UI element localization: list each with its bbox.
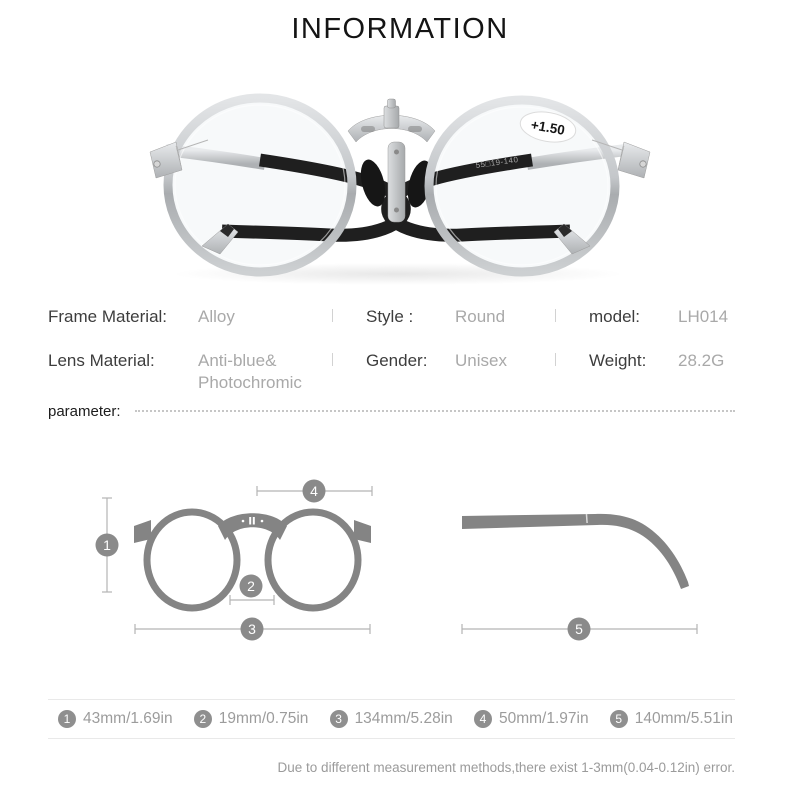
spec-value-style: Round: [455, 307, 506, 326]
measurement-error-note: Due to different measurement methods,there exist 1-3mm(0.04-0.12in) error.: [277, 760, 735, 775]
legend-text-2: 19mm/0.75in: [218, 710, 309, 727]
spec-label-frame-material: Frame Material:: [48, 307, 168, 326]
svg-text:2: 2: [247, 578, 255, 594]
badge-3: [241, 618, 264, 641]
spec-label-model: model:: [589, 307, 641, 326]
diopter-sticker-label: +1.50: [529, 117, 567, 138]
dotted-divider: [135, 410, 735, 412]
svg-text:3: 3: [248, 621, 256, 637]
measurement-diagram-svg: [0, 450, 800, 695]
legend-badge-3: 3: [330, 710, 348, 728]
legend-item-frame-width: [330, 710, 453, 728]
spec-value-lens-material: Anti-blue& Photochromic: [198, 351, 302, 393]
measurement-legend: [48, 699, 735, 739]
spec-divider: [555, 306, 589, 328]
svg-text:5: 5: [575, 621, 583, 637]
spec-value-gender: Unisex: [455, 351, 507, 371]
svg-text:4: 4: [310, 483, 318, 499]
spec-value-weight: 28.2G: [678, 351, 725, 371]
page-title: INFORMATION: [291, 13, 509, 45]
legend-item-lens-width: [474, 710, 589, 728]
legend-badge-5: 5: [610, 710, 628, 728]
legend-text-1: 43mm/1.69in: [83, 710, 173, 727]
legend-item-lens-height: [58, 710, 173, 728]
legend-badge-4: 4: [474, 710, 492, 728]
diagram-badges: [96, 480, 591, 641]
parameter-label: parameter:: [48, 403, 121, 420]
legend-item-temple-length: [610, 710, 733, 728]
spec-value-frame-material: Alloy: [198, 307, 235, 326]
folding-bridge: [348, 99, 435, 142]
legend-item-bridge-width: [194, 710, 309, 728]
glasses-photo-illustration: [140, 80, 660, 290]
parameter-section-header: [48, 403, 735, 420]
spec-label-gender: Gender:: [366, 351, 428, 371]
spec-table: [48, 306, 738, 394]
badge-4: [303, 480, 326, 503]
badge-2: [240, 575, 263, 598]
hinge-screw-bottom: [394, 208, 399, 213]
spec-label-weight: Weight:: [589, 351, 647, 371]
product-photo-glasses: [140, 80, 660, 290]
hinge-screw-top: [394, 150, 399, 155]
legend-badge-2: 2: [194, 710, 212, 728]
spec-divider: [332, 306, 366, 328]
measure-lines: [102, 486, 697, 634]
spec-divider: [332, 350, 366, 394]
spec-value-model: LH014: [678, 307, 729, 326]
temple-side-view: [462, 514, 689, 589]
temple-engraving-text: 55□19-140: [475, 155, 519, 170]
badge-5: [568, 618, 591, 641]
legend-text-4: 50mm/1.97in: [498, 710, 589, 727]
legend-text-5: 140mm/5.51in: [634, 710, 733, 727]
legend-badge-1: 1: [58, 710, 76, 728]
spec-divider: [555, 350, 589, 394]
legend-text-3: 134mm/5.28in: [354, 710, 453, 727]
svg-text:1: 1: [103, 537, 111, 553]
badge-1: [96, 534, 119, 557]
spec-label-style: Style :: [366, 307, 414, 326]
spec-label-lens-material: Lens Material:: [48, 351, 155, 371]
measurement-diagram: [0, 450, 800, 695]
